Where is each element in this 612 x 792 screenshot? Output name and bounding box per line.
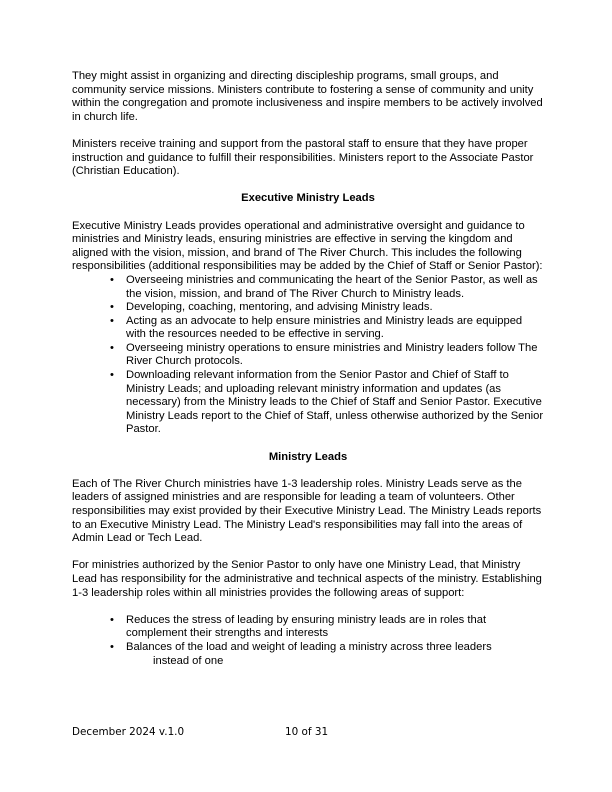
paragraph-ministry-leads-support: For ministries authorized by the Senior Pastor to only have one Ministry Lead, that Ministry Lead has responsibility for the administrative and technical aspects of the ministry. Establishing 1-3 leadership roles within all ministries provides the following areas of support: — [72, 559, 542, 599]
bullet-icon: • — [110, 640, 114, 653]
heading-ministry-leads: Ministry Leads — [268, 450, 348, 463]
list-item-text: Overseeing ministry operations to ensure ministries and Ministry leaders follow The River Church protocols. — [126, 341, 538, 368]
list-item — [72, 274, 544, 301]
list-item-continuation: instead of one — [153, 654, 224, 667]
footer-page-number: 10 of 31 — [285, 726, 329, 738]
list-item-text: Downloading relevant information from the Senior Pastor and Chief of Staff to Ministry Leads; and uploading relevant ministry information and updates (as necessary) from the Ministry leads to the Chief of Staff and Senior Pastor. Executive Ministry Leads report to the Chief of Staff, unless otherwise authorized by the Senior Pastor. — [126, 369, 544, 436]
list-item — [72, 641, 544, 668]
bullet-icon: • — [110, 369, 114, 382]
bullet-icon: • — [110, 613, 114, 626]
list-item — [72, 315, 544, 342]
paragraph-ministers-activities: They might assist in organizing and directing discipleship programs, small groups, and community service missions. Ministers contribute to fostering a sense of community and unity within the congregation and promote inclusiveness and inspire members to be actively involved in church life. — [72, 70, 543, 123]
footer-version: December 2024 v.1.0 — [72, 726, 185, 738]
list-item — [72, 301, 544, 315]
executive-responsibilities-list — [72, 274, 544, 437]
list-item — [72, 369, 544, 437]
heading-executive-ministry-leads: Executive Ministry Leads — [241, 192, 375, 205]
support-areas-list — [72, 614, 544, 668]
bullet-icon: • — [110, 301, 114, 314]
paragraph-ministers-training: Ministers receive training and support from the pastoral staff to ensure that they have proper instruction and guidance to fulfill their responsibilities. Ministers report to the Associate Pastor (Christian Education). — [72, 137, 534, 178]
list-item-text: Developing, coaching, mentoring, and advising Ministry leads. — [126, 301, 433, 314]
list-item-text: Balances of the load and weight of leading a ministry across three leaders — [126, 640, 492, 653]
list-item — [72, 342, 544, 369]
paragraph-ministry-leads-roles: Each of The River Church ministries have 1-3 leadership roles. Ministry Leads serve as the leaders of assigned ministries and are responsible for leading a team of volunteers. Other responsibilities may exist provided by their Executive Ministry Lead. The Ministry Leads reports to an Executive Ministry Lead. The Ministry Lead's responsibilities may fall into the areas of Admin Lead or Tech Lead. — [72, 477, 542, 545]
list-item-text: Overseeing ministries and communicating the heart of the Senior Pastor, as well as the vision, mission, and brand of The River Church to Ministry leads. — [126, 273, 538, 300]
list-item-text: Reduces the stress of leading by ensuring ministry leads are in roles that complement their strengths and interests — [126, 613, 487, 640]
list-item-text: Acting as an advocate to help ensure ministries and Ministry leads are equipped with the resources needed to be effective in serving. — [126, 314, 523, 341]
bullet-icon: • — [110, 341, 114, 354]
paragraph-executive-intro: Executive Ministry Leads provides operational and administrative oversight and guidance to ministries and Ministry leads, ensuring ministries are effective in serving the kingdom and aligned with the vision, mission, and brand of The River Church. This includes the following responsibilities (additional responsibilities may be added by the Chief of Staff or Senior Pastor): — [72, 219, 543, 273]
page-content — [72, 70, 544, 668]
bullet-icon: • — [110, 314, 114, 327]
list-item — [72, 614, 544, 641]
bullet-icon: • — [110, 273, 114, 286]
